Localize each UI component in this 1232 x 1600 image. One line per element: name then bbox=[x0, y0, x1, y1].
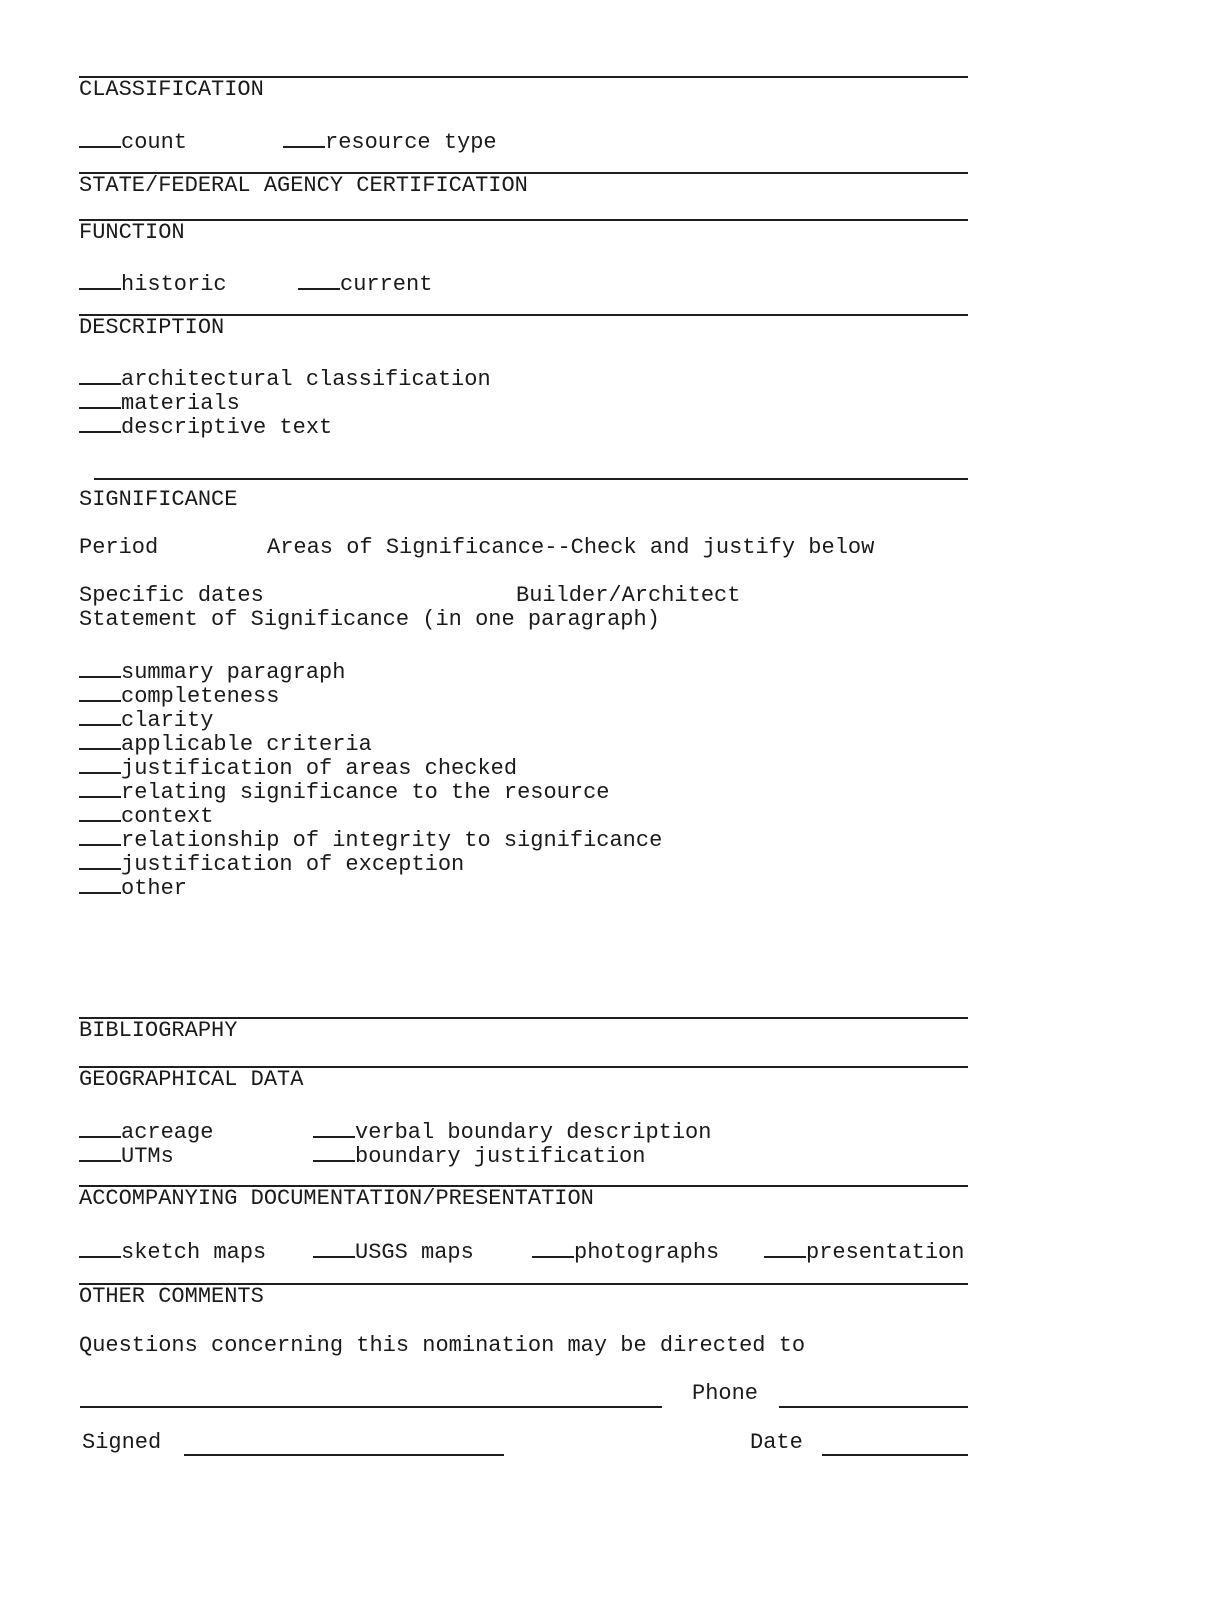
builder-architect-label: Builder/Architect bbox=[516, 583, 741, 608]
check-blank[interactable] bbox=[313, 1140, 355, 1162]
checklist-item-current[interactable]: current bbox=[298, 268, 432, 297]
check-blank[interactable] bbox=[79, 800, 121, 822]
checklist-item-boundary-justification[interactable]: boundary justification bbox=[313, 1140, 645, 1169]
check-blank[interactable] bbox=[79, 656, 121, 678]
checklist-item[interactable]: materials bbox=[79, 387, 240, 416]
signature-field[interactable] bbox=[184, 1454, 504, 1456]
checklist-item-verbal-boundary[interactable]: verbal boundary description bbox=[313, 1116, 711, 1145]
checklist-item-sketch-maps[interactable]: sketch maps bbox=[79, 1236, 266, 1265]
classification-heading: CLASSIFICATION bbox=[79, 77, 264, 102]
checklist-item[interactable]: relationship of integrity to significance bbox=[79, 824, 662, 853]
check-blank[interactable] bbox=[79, 752, 121, 774]
checklist-item-historic[interactable]: historic bbox=[79, 268, 227, 297]
period-label: Period bbox=[79, 535, 159, 560]
checklist-item-acreage[interactable]: acreage bbox=[79, 1116, 213, 1145]
check-blank[interactable] bbox=[764, 1236, 806, 1258]
certification-heading: STATE/FEDERAL AGENCY CERTIFICATION bbox=[79, 173, 528, 198]
check-blank[interactable] bbox=[79, 411, 121, 433]
checklist-item[interactable]: clarity bbox=[79, 704, 213, 733]
check-blank[interactable] bbox=[79, 728, 121, 750]
checklist-item-presentation[interactable]: presentation bbox=[764, 1236, 964, 1265]
section-divider bbox=[94, 478, 968, 480]
checklist-item-resource-type[interactable]: resource type bbox=[283, 126, 497, 155]
section-divider bbox=[79, 219, 968, 221]
check-blank[interactable] bbox=[79, 824, 121, 846]
check-blank[interactable] bbox=[532, 1236, 574, 1258]
checklist-item[interactable]: context bbox=[79, 800, 213, 829]
function-heading: FUNCTION bbox=[79, 220, 185, 245]
checklist-item[interactable]: architectural classification bbox=[79, 363, 491, 392]
specific-dates-label: Specific dates bbox=[79, 583, 264, 608]
geographical-heading: GEOGRAPHICAL DATA bbox=[79, 1067, 304, 1092]
checklist-item[interactable]: applicable criteria bbox=[79, 728, 372, 757]
check-blank[interactable] bbox=[298, 268, 340, 290]
check-blank[interactable] bbox=[79, 1140, 121, 1162]
checklist-item[interactable]: summary paragraph bbox=[79, 656, 345, 685]
check-blank[interactable] bbox=[79, 126, 121, 148]
checklist-item[interactable]: justification of exception bbox=[79, 848, 464, 877]
date-label: Date bbox=[750, 1430, 803, 1455]
questions-text: Questions concerning this nomination may be directed to bbox=[79, 1333, 806, 1358]
check-blank[interactable] bbox=[79, 680, 121, 702]
checklist-item-utms[interactable]: UTMs bbox=[79, 1140, 174, 1169]
check-blank[interactable] bbox=[79, 268, 121, 290]
phone-field[interactable] bbox=[779, 1406, 968, 1408]
check-blank[interactable] bbox=[79, 387, 121, 409]
areas-label: Areas of Significance--Check and justify below bbox=[267, 535, 875, 560]
check-blank[interactable] bbox=[283, 126, 325, 148]
check-blank[interactable] bbox=[79, 363, 121, 385]
check-blank[interactable] bbox=[79, 1236, 121, 1258]
contact-name-field[interactable] bbox=[80, 1406, 662, 1408]
bibliography-heading: BIBLIOGRAPHY bbox=[79, 1018, 238, 1043]
date-field[interactable] bbox=[822, 1454, 968, 1456]
comments-heading: OTHER COMMENTS bbox=[79, 1284, 264, 1309]
check-blank[interactable] bbox=[313, 1236, 355, 1258]
description-heading: DESCRIPTION bbox=[79, 315, 225, 340]
phone-label: Phone bbox=[692, 1381, 759, 1406]
check-blank[interactable] bbox=[79, 872, 121, 894]
checklist-item[interactable]: descriptive text bbox=[79, 411, 332, 440]
documentation-heading: ACCOMPANYING DOCUMENTATION/PRESENTATION bbox=[79, 1186, 594, 1211]
statement-label: Statement of Significance (in one paragraph) bbox=[79, 607, 660, 632]
check-blank[interactable] bbox=[313, 1116, 355, 1138]
checklist-item[interactable]: relating significance to the resource bbox=[79, 776, 609, 805]
checklist-item-count[interactable]: count bbox=[79, 126, 187, 155]
check-blank[interactable] bbox=[79, 848, 121, 870]
check-blank[interactable] bbox=[79, 776, 121, 798]
checklist-item-usgs-maps[interactable]: USGS maps bbox=[313, 1236, 474, 1265]
checklist-item[interactable]: other bbox=[79, 872, 187, 901]
check-blank[interactable] bbox=[79, 1116, 121, 1138]
signed-label: Signed bbox=[82, 1430, 162, 1455]
significance-heading: SIGNIFICANCE bbox=[79, 487, 238, 512]
checklist-item[interactable]: completeness bbox=[79, 680, 279, 709]
check-blank[interactable] bbox=[79, 704, 121, 726]
checklist-item[interactable]: justification of areas checked bbox=[79, 752, 517, 781]
checklist-item-photographs[interactable]: photographs bbox=[532, 1236, 719, 1265]
